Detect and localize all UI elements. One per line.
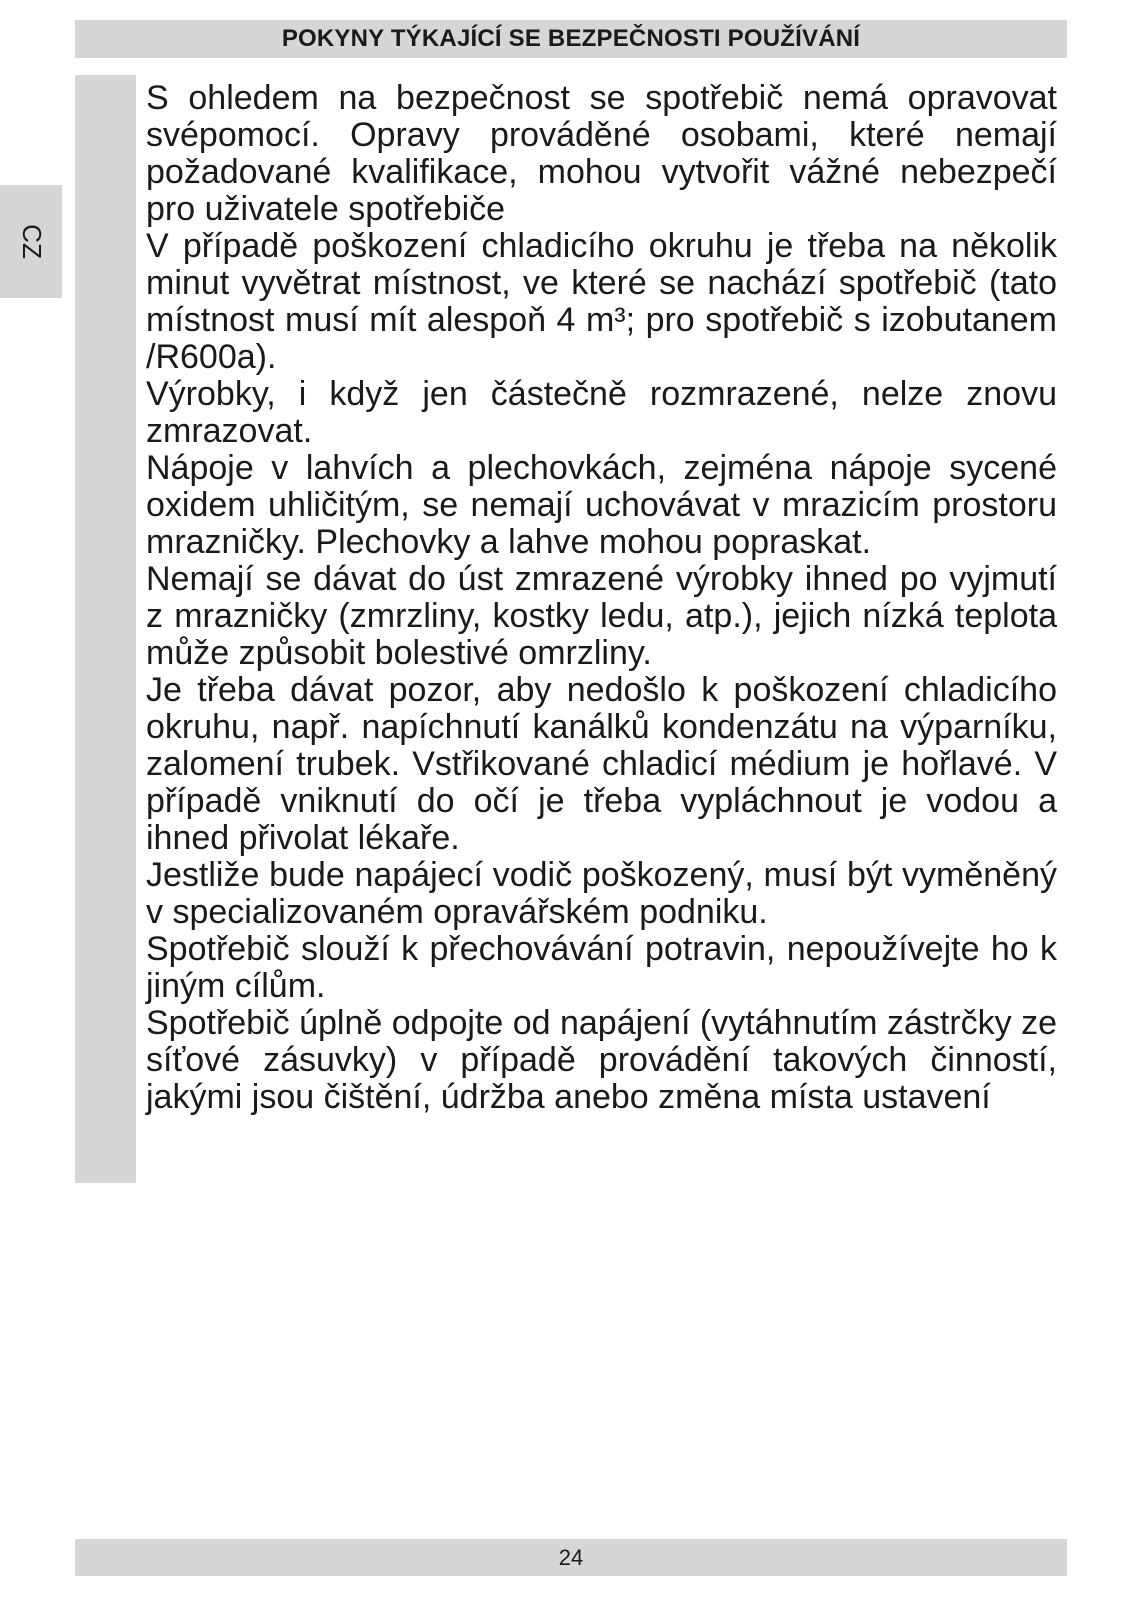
paragraph-disconnect-power: Spotřebič úplně odpojte od napájení (vytáhnutím zástrčky ze síťové zásuvky) v případě provádění takových činností, jakými jsou čištění, údržba anebo změna místa ustavení	[146, 1004, 1057, 1116]
paragraph-cooling-circuit-care: Je třeba dávat pozor, aby nedošlo k poškození chladicího okruhu, např. napíchnutí kanálků kondenzátu na výparníku, zalomení trubek. Vstřikované chladicí médium je hořlavé. V případě vniknutí do očí je třeba vypláchnout je vodou a ihned přivolat lékaře.	[146, 671, 1057, 857]
paragraph-power-cord: Jestliže bude napájecí vodič poškozený, musí být vyměněný v specializovaném opravářském podniku.	[146, 856, 1057, 931]
language-tab	[0, 185, 62, 298]
paragraph-refreezing: Výrobky, i když jen částečně rozmrazené, nelze znovu zmrazovat.	[146, 375, 1057, 450]
paragraph-frozen-products: Nemají se dávat do úst zmrazené výrobky ihned po vyjmutí z mrazničky (zmrzliny, kostky ledu, atp.), jejich nízká teplota může způsobit bolestivé omrzliny.	[146, 560, 1057, 672]
paragraph-bottles-cans: Nápoje v lahvích a plechovkách, zejména nápoje sycené oxidem uhličitým, se nemají uchovávat v mrazicím prostoru mrazničky. Plechovky a lahve mohou popraskat.	[146, 449, 1057, 561]
footer-bar	[75, 1539, 1067, 1576]
page-title: POKYNY TÝKAJÍCÍ SE BEZPEČNOSTI POUŽÍVÁNÍ	[281, 25, 861, 52]
page-number: 24	[558, 1544, 584, 1570]
safety-instructions-body	[146, 80, 1057, 1116]
header-bar	[75, 20, 1067, 58]
paragraph-intended-use: Spotřebič slouží k přechovávání potravin, nepoužívejte ho k jiným cílům.	[146, 930, 1057, 1005]
language-tab-label: CZ	[16, 224, 47, 259]
paragraph-cooling-circuit-damage: V případě poškození chladicího okruhu je třeba na několik minut vyvětrat místnost, ve které se nachází spotřebič (tato místnost musí mít alespoň 4 m³; pro spotřebič s izobutanem /R600a).	[146, 227, 1057, 376]
content-margin-stripe	[75, 75, 136, 1183]
paragraph-repairs: S ohledem na bezpečnost se spotřebič nemá opravovat svépomocí. Opravy prováděné osobami, které nemají požadované kvalifikace, mohou vytvořit vážné nebezpečí pro uživatele spotřebiče	[146, 79, 1057, 228]
